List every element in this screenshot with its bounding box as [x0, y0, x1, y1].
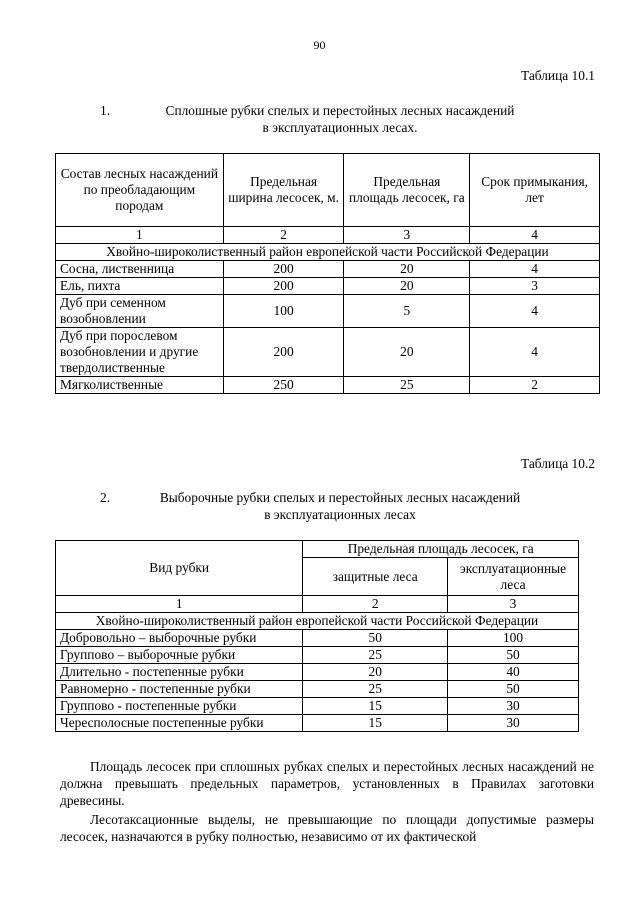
paragraph: Площадь лесосек при сплошных рубках спелых и перестойных лесных насаждений не должна превышать предельных параметров, установленных в Правилах заготовки древесины.	[60, 759, 594, 808]
table-cell: 200	[223, 261, 344, 278]
table-2-header-cell-group: Предельная площадь лесосек, га	[303, 541, 579, 558]
table-2-heading-line-1: Выборочные рубки спелых и перестойных лесных насаждений	[159, 490, 521, 505]
table-row	[56, 261, 600, 278]
table-cell: 30	[448, 698, 579, 715]
table-cell: 30	[448, 715, 579, 732]
table-cell: Добровольно – выборочные рубки	[56, 630, 303, 647]
table-cell: 100	[223, 295, 344, 328]
table-2	[55, 540, 579, 732]
table-1-column-number: 4	[470, 227, 600, 244]
table-cell: 5	[344, 295, 470, 328]
table-1	[55, 153, 600, 394]
paragraph: Лесотаксационные выделы, не превышающие по площади допустимые размеры лесосек, назначаются в рубку полностью, независимо от их фактической	[60, 812, 594, 844]
table-cell: 4	[470, 261, 600, 278]
table-1-region-cell: Хвойно-широколиственный район европейской части Российской Федерации	[56, 244, 600, 261]
table-cell: 200	[223, 278, 344, 295]
table-cell: 250	[223, 377, 344, 394]
table-cell: Равномерно - постепенные рубки	[56, 681, 303, 698]
table-cell: Мягколиственные	[56, 377, 224, 394]
table-1-header-cell: Предельная ширина лесосек, м.	[223, 154, 344, 227]
table-cell: 15	[303, 698, 448, 715]
table-1-heading-line-2: в эксплуатационных лесах.	[262, 120, 418, 135]
table-row	[56, 377, 600, 394]
table-1-label: Таблица 10.1	[520, 68, 595, 83]
table-cell: Сосна, лиственница	[56, 261, 224, 278]
table-1-header-row	[56, 154, 600, 227]
table-2-column-number: 3	[448, 596, 579, 613]
table-2-heading-number: 2.	[100, 490, 111, 505]
table-cell: Чересполосные постепенные рубки	[56, 715, 303, 732]
table-row	[56, 630, 579, 647]
table-cell: 50	[448, 647, 579, 664]
table-cell: Длительно - постепенные рубки	[56, 664, 303, 681]
table-1-region-row	[56, 244, 600, 261]
table-cell: Дуб при порослевом возобновлении и другие твердолиственные	[56, 328, 224, 377]
table-1-column-number: 2	[223, 227, 344, 244]
table-cell: 20	[344, 261, 470, 278]
table-cell: 4	[470, 328, 600, 377]
table-cell: 200	[223, 328, 344, 377]
table-1-heading	[60, 102, 580, 136]
table-2-column-number: 1	[56, 596, 303, 613]
table-2-region-cell: Хвойно-широколиственный район европейской части Российской Федерации	[56, 613, 579, 630]
table-2-header-row	[56, 541, 579, 558]
table-row	[56, 278, 600, 295]
table-cell: 20	[344, 328, 470, 377]
table-1-heading-number: 1.	[100, 103, 111, 118]
table-2-column-number: 2	[303, 596, 448, 613]
table-row	[56, 681, 579, 698]
table-2-heading-line-2: в эксплуатационных лесах	[264, 507, 416, 522]
table-cell: 3	[470, 278, 600, 295]
table-row	[56, 295, 600, 328]
table-cell: 50	[303, 630, 448, 647]
table-cell: Ель, пихта	[56, 278, 224, 295]
table-cell: 20	[303, 664, 448, 681]
table-1-column-number: 1	[56, 227, 224, 244]
table-cell: 2	[470, 377, 600, 394]
table-2-header-cell-type: Вид рубки	[56, 541, 303, 596]
table-row	[56, 698, 579, 715]
table-row	[56, 328, 600, 377]
table-1-header-cell: Срок примыкания, лет	[470, 154, 600, 227]
table-cell: 25	[303, 647, 448, 664]
table-cell: 40	[448, 664, 579, 681]
table-cell: 50	[448, 681, 579, 698]
table-2-heading	[60, 489, 580, 523]
table-cell: Групповo – выборочные рубки	[56, 647, 303, 664]
body-text	[60, 758, 594, 847]
table-cell: 20	[344, 278, 470, 295]
table-2-region-row	[56, 613, 579, 630]
table-2-label: Таблица 10.2	[520, 456, 595, 471]
table-cell: 4	[470, 295, 600, 328]
table-1-column-number: 3	[344, 227, 470, 244]
table-cell: Группово - постепенные рубки	[56, 698, 303, 715]
page-number: 90	[313, 38, 326, 52]
table-row	[56, 715, 579, 732]
table-cell: 100	[448, 630, 579, 647]
table-row	[56, 664, 579, 681]
table-cell: 15	[303, 715, 448, 732]
table-1-header-cell: Предельная площадь лесосек, га	[344, 154, 470, 227]
table-row	[56, 647, 579, 664]
table-2-column-numbers-row	[56, 596, 579, 613]
table-1-heading-line-1: Сплошные рубки спелых и перестойных лесных насаждений	[165, 103, 515, 118]
table-1-header-cell: Состав лесных насаждений по преобладающим породам	[56, 154, 224, 227]
table-cell: 25	[303, 681, 448, 698]
table-1-column-numbers-row	[56, 227, 600, 244]
table-2-header-cell-exploitation: эксплуатационные леса	[448, 558, 579, 596]
table-cell: 25	[344, 377, 470, 394]
table-cell: Дуб при семенном возобновлении	[56, 295, 224, 328]
table-2-header-cell-protective: защитные леса	[303, 558, 448, 596]
